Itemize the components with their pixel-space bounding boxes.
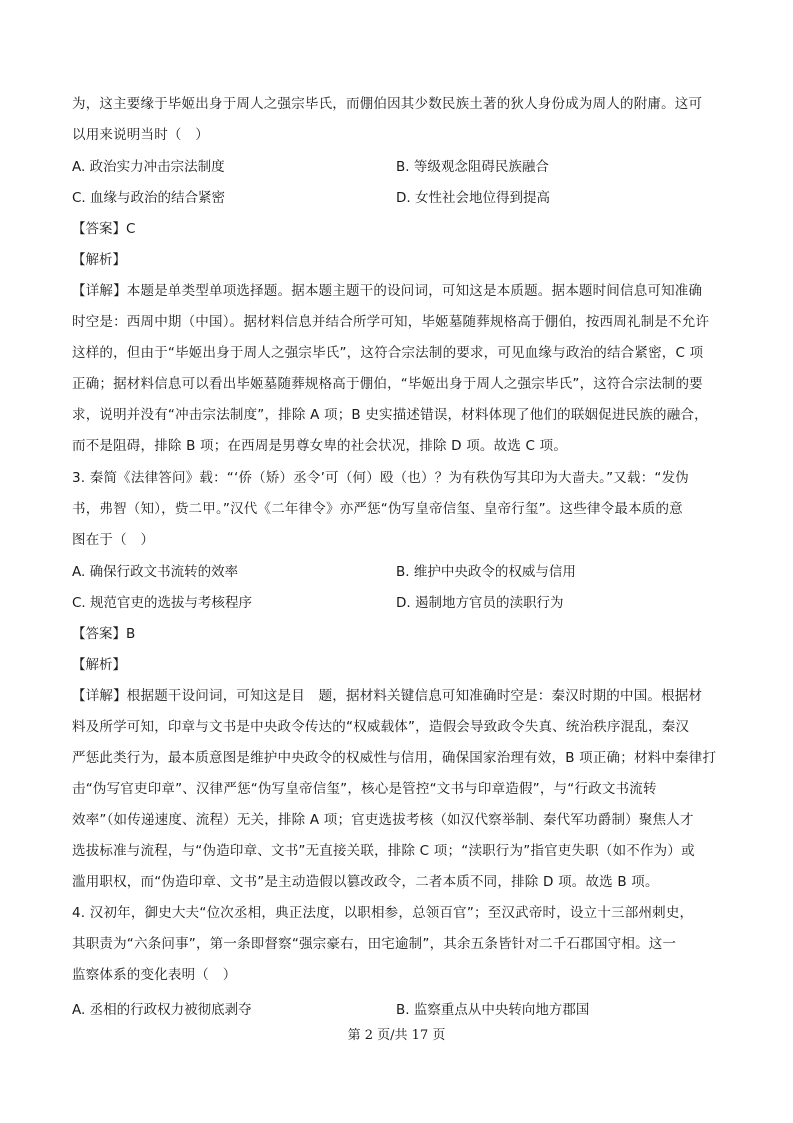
q2-stem-line-1: 为，这主要缘于毕姬出身于周人之强宗毕氏，而倗伯因其少数民族土著的狄人身份成为周人的附庸。这可: [72, 96, 703, 112]
q4-stem-line-2: 其职责为“六条问事”，第一条即督察“强宗豪右，田宅逾制”，其余五条皆针对二千石郡国守相。这一: [72, 936, 677, 952]
q2-detail-line-6: 而不是阻碍，排除 B 项；在西周是男尊女卑的社会状况，排除 D 项。故选 C 项。: [72, 438, 568, 454]
q3-detail-line-6: 选拔标准与流程，与“伪造印章、文书”无直接关联，排除 C 项；“渎职行为”指官吏失职（如不作为）或: [72, 843, 695, 859]
q2-answer: 【答案】C: [72, 221, 136, 237]
q2-detail-line-3: 这样的，但由于“毕姬出身于周人之强宗毕氏”，这符合宗法制的要求，可见血缘与政治的结合紧密，C 项: [72, 345, 704, 361]
q3-detail-line-3: 严惩此类行为，最本质意图是维护中央政令的权威性与信用，确保国家治理有效，B 项正确；材料中秦律打: [72, 750, 717, 766]
q3-detail-line-4: 击“伪写官吏印章”、汉律严惩“伪写皇帝信玺”，核心是管控“文书与印章造假”，与“行政文书流转: [72, 781, 657, 797]
q4-option-b: B. 监察重点从中央转向地方郡国: [396, 1002, 590, 1018]
q4-stem-line-3: 监察体系的变化表明（ ）: [72, 967, 237, 983]
q2-detail-line-1: 【详解】本题是单类型单项选择题。据本题主题干的设问词，可知这是本质题。据本题时间信息可知准确: [72, 283, 703, 299]
q3-stem-line-3: 图在于（ ）: [72, 532, 155, 548]
q3-analysis-label: 【解析】: [72, 657, 126, 673]
q3-stem-line-2: 书，弗智（知），赀二甲。”汉代《二年律令》亦严惩“伪写皇帝信玺、皇帝行玺”。这些律令最本质的意: [72, 501, 683, 517]
q2-option-a: A. 政治实力冲击宗法制度: [72, 159, 225, 175]
q3-detail-line-5: 效率”（如传递速度、流程）无关，排除 A 项；官吏选拔考核（如汉代察举制、秦代军功爵制）聚焦人才: [72, 812, 694, 828]
q2-option-b: B. 等级观念阻碍民族融合: [396, 159, 549, 175]
q3-detail-line-1: 【详解】根据题干设问词，可知这是目 题，据材料关键信息可知准确时空是：秦汉时期的中国。根据材: [72, 688, 703, 704]
q3-option-d: D. 遏制地方官员的渎职行为: [396, 595, 564, 611]
q2-option-d: D. 女性社会地位得到提高: [396, 190, 550, 206]
q2-detail-line-4: 正确；据材料信息可以看出毕姬墓随葬规格高于倗伯，“毕姬出身于周人之强宗毕氏”，这符合宗法制的要: [72, 376, 703, 392]
q2-analysis-label: 【解析】: [72, 252, 126, 268]
q3-option-c: C. 规范官吏的选拔与考核程序: [72, 595, 253, 611]
q3-option-a: A. 确保行政文书流转的效率: [72, 564, 239, 580]
q2-stem-line-2: 以用来说明当时（ ）: [72, 127, 209, 143]
q4-stem-line-1: 4. 汉初年，御史大夫“位次丞相，典正法度，以职相参，总领百官”；至汉武帝时，设立十三部州刺史，: [72, 905, 694, 921]
q3-stem-line-1: 3. 秦简《法律答问》载：“‘侨（矫）丞令’可（何）殴（也）？为有秩伪写其印为大啬夫。”又载：“发伪: [72, 470, 689, 486]
q3-detail-line-7: 滥用职权，而“伪造印章、文书”是主动造假以篡改政令，二者本质不同，排除 D 项。故选 B 项。: [72, 874, 659, 890]
q3-detail-line-2: 料及所学可知，印章与文书是中央政令传达的“权威载体”，造假会导致政令失真、统治秩序混乱，秦汉: [72, 719, 690, 735]
q2-option-c: C. 血缘与政治的结合紧密: [72, 190, 226, 206]
q3-option-b: B. 维护中央政令的权威与信用: [396, 564, 576, 580]
q2-detail-line-5: 求，说明并没有“冲击宗法制度”，排除 A 项；B 史实描述错误，材料体现了他们的联姻促进民族的融合，: [72, 407, 708, 423]
page-number-footer: 第 2 页/共 17 页: [347, 1028, 446, 1043]
q3-answer: 【答案】B: [72, 626, 136, 642]
q2-detail-line-2: 时空是：西周中期（中国）。据材料信息并结合所学可知，毕姬墓随葬规格高于倗伯，按西周礼制是不允许: [72, 314, 710, 330]
q4-option-a: A. 丞相的行政权力被彻底剥夺: [72, 1002, 252, 1018]
